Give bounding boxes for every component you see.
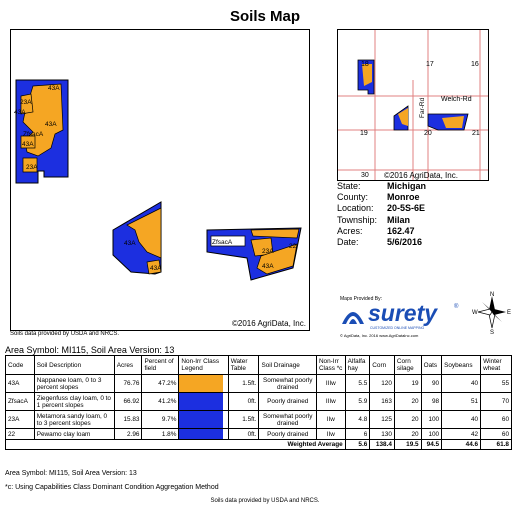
weighted-soy: 44.6: [442, 440, 481, 450]
table-row: [6, 375, 512, 393]
cell-alfalfa: 5.5: [345, 375, 370, 393]
footer-source: Soils data provided by USDA and NRCS.: [210, 498, 320, 504]
cell-wheat: 60: [481, 429, 512, 440]
table-area-title: Area Symbol: MI115, Soil Area Version: 13: [5, 345, 175, 355]
info-value: 20-5S-6E: [387, 203, 426, 214]
col-header: Code: [6, 356, 35, 375]
cell-wheat: 55: [481, 375, 512, 393]
weighted-silage: 19.5: [394, 440, 421, 450]
section-label: 19: [360, 130, 368, 137]
col-header: Acres: [114, 356, 142, 375]
col-header: Winter wheat: [481, 356, 512, 375]
table-row: [6, 411, 512, 429]
col-header: Percent of field: [142, 356, 179, 375]
cell-desc: Metamora sandy loam, 0 to 3 percent slopes: [34, 411, 114, 429]
cell-desc: Nappanee loam, 0 to 3 percent slopes: [34, 375, 114, 393]
cell-alfalfa: 4.8: [345, 411, 370, 429]
map-label: 43A: [45, 121, 57, 128]
section-label: 30: [361, 172, 369, 179]
cell-water: 0ft.: [228, 393, 259, 411]
cell-class: IIIw: [316, 393, 345, 411]
info-row: [337, 192, 426, 203]
cell-soy: 42: [442, 429, 481, 440]
cell-pct: 47.2%: [142, 375, 179, 393]
map-label: 22: [289, 243, 297, 250]
map-label: 43A: [48, 85, 60, 92]
col-header: Alfalfa hay: [345, 356, 370, 375]
info-row: [337, 203, 426, 214]
legend-swatch: [179, 375, 223, 392]
cell-silage: 19: [394, 375, 421, 393]
compass-s: S: [490, 330, 495, 334]
info-value: 162.47: [387, 225, 415, 236]
cell-oats: 98: [421, 393, 442, 411]
surety-tagline: CUSTOMIZED ONLINE MAPPING: [370, 326, 425, 330]
cell-desc: Pewamo clay loam: [34, 429, 114, 440]
cell-alfalfa: 5.9: [345, 393, 370, 411]
cell-oats: 100: [421, 411, 442, 429]
cell-soy: 40: [442, 411, 481, 429]
cell-silage: 20: [394, 411, 421, 429]
footer-note: *c: Using Capabilities Class Dominant Condition Aggregation Method: [5, 484, 219, 491]
map-source-note: Soils data provided by USDA and NRCS.: [10, 331, 120, 337]
inset-copyright: ©2016 AgriData, Inc.: [384, 171, 458, 180]
weighted-label: Weighted Average: [6, 440, 346, 450]
soils-map-canvas: [11, 30, 309, 330]
cell-soy: 40: [442, 375, 481, 393]
section-label: 18: [361, 61, 369, 68]
cell-pct: 9.7%: [142, 411, 179, 429]
col-header: Non-Irr Class Legend: [179, 356, 228, 375]
compass-w: W: [472, 310, 478, 316]
compass-n: N: [490, 292, 495, 298]
table-header-row: [6, 356, 512, 375]
cell-class: IIw: [316, 429, 345, 440]
cell-code: 43A: [6, 375, 35, 393]
cell-oats: 100: [421, 429, 442, 440]
col-header: Corn: [370, 356, 395, 375]
cell-class: IIw: [316, 411, 345, 429]
footer-area-symbol: Area Symbol: MI115, Soil Area Version: 13: [5, 470, 137, 477]
cell-wheat: 70: [481, 393, 512, 411]
cell-pct: 1.8%: [142, 429, 179, 440]
surety-logo: [340, 302, 460, 332]
logo-credit: © AgriData, Inc. 2016 www.AgriDataInc.com: [340, 333, 419, 338]
cell-acres: 2.96: [114, 429, 142, 440]
table-row: [6, 393, 512, 411]
info-row: [337, 226, 426, 237]
weighted-average-row: [6, 440, 512, 450]
weighted-wheat: 61.8: [481, 440, 512, 450]
cell-silage: 20: [394, 429, 421, 440]
table-row: [6, 429, 512, 440]
compass-e: E: [507, 310, 512, 316]
info-row: [337, 237, 426, 248]
soils-table: [5, 355, 512, 450]
road-label: Welch-Rd: [441, 96, 472, 103]
map-label: 23A: [262, 248, 274, 255]
section-label: 17: [426, 61, 434, 68]
weighted-oats: 94.5: [421, 440, 442, 450]
cell-water: 1.5ft.: [228, 375, 259, 393]
info-value: 5/6/2016: [387, 237, 423, 248]
map-copyright: ©2016 AgriData, Inc.: [232, 319, 306, 328]
map-label: 23A: [26, 164, 38, 171]
cell-class: IIIw: [316, 375, 345, 393]
surety-reg: ®: [454, 304, 459, 310]
cell-water: 0ft.: [228, 429, 259, 440]
cell-water: 1.5ft.: [228, 411, 259, 429]
col-header: Soybeans: [442, 356, 481, 375]
cell-corn: 163: [370, 393, 395, 411]
cell-drain: Somewhat poorly drained: [259, 411, 316, 429]
map-label: ZfsacA: [212, 239, 233, 246]
compass-icon: [472, 290, 512, 334]
cell-legend: [179, 393, 228, 411]
col-header: Water Table: [228, 356, 259, 375]
cell-alfalfa: 6: [345, 429, 370, 440]
info-key: State:: [337, 181, 361, 191]
map-label: 43A: [262, 263, 274, 270]
cell-wheat: 60: [481, 411, 512, 429]
cell-acres: 76.76: [114, 375, 142, 393]
map-label: 43A: [14, 109, 26, 116]
col-header: Non-Irr Class *c: [316, 356, 345, 375]
cell-drain: Somewhat poorly drained: [259, 375, 316, 393]
cell-drain: Poorly drained: [259, 393, 316, 411]
cell-corn: 120: [370, 375, 395, 393]
info-key: Date:: [337, 237, 359, 248]
road-label: Far-Rd: [419, 97, 426, 118]
cell-legend: [179, 429, 228, 440]
map-label: ZfsacA: [23, 131, 44, 138]
info-key: Location:: [337, 203, 374, 214]
cell-soy: 51: [442, 393, 481, 411]
cell-silage: 20: [394, 393, 421, 411]
map-label: 23A: [20, 99, 32, 106]
surety-mark-icon: [340, 304, 366, 328]
cell-legend: [179, 375, 228, 393]
surety-wordmark: surety: [368, 300, 438, 326]
info-key: Acres:: [337, 225, 363, 236]
weighted-alfalfa: 5.6: [345, 440, 370, 450]
cell-legend: [179, 411, 228, 429]
soils-map: [10, 29, 310, 331]
info-value: Milan: [387, 214, 411, 225]
section-label: 21: [472, 130, 480, 137]
map-label: 43A: [150, 265, 162, 272]
cell-desc: Ziegenfuss clay loam, 0 to 1 percent slopes: [34, 393, 114, 411]
logo-provided-by: Maps Provided By:: [340, 296, 382, 302]
legend-swatch: [179, 393, 223, 410]
col-header: Corn silage: [394, 356, 421, 375]
cell-corn: 130: [370, 429, 395, 440]
map-label: 43A: [22, 141, 34, 148]
cell-acres: 66.92: [114, 393, 142, 411]
info-value: Michigan: [387, 181, 427, 191]
cell-corn: 125: [370, 411, 395, 429]
col-header: Soil Drainage: [259, 356, 316, 375]
col-header: Oats: [421, 356, 442, 375]
legend-swatch: [179, 429, 223, 439]
cell-acres: 15.83: [114, 411, 142, 429]
info-row: [337, 215, 426, 226]
compass-rose: [472, 290, 512, 334]
section-label: 20: [424, 130, 432, 137]
cell-code: ZfsacA: [6, 393, 35, 411]
map-label: 43A: [124, 240, 136, 247]
legend-swatch: [179, 411, 223, 428]
cell-code: 22: [6, 429, 35, 440]
cell-code: 23A: [6, 411, 35, 429]
cell-pct: 41.2%: [142, 393, 179, 411]
col-header: Soil Description: [34, 356, 114, 375]
section-label: 16: [471, 61, 479, 68]
cell-oats: 90: [421, 375, 442, 393]
info-key: Township:: [337, 214, 378, 225]
locator-map: [337, 29, 489, 181]
locator-map-canvas: [338, 30, 488, 180]
info-key: County:: [337, 192, 369, 203]
weighted-corn: 138.4: [370, 440, 395, 450]
page-title: Soils Map: [229, 8, 300, 25]
cell-drain: Poorly drained: [259, 429, 316, 440]
location-info: [337, 181, 426, 248]
info-row: [337, 181, 426, 192]
info-value: Monroe: [387, 192, 420, 203]
